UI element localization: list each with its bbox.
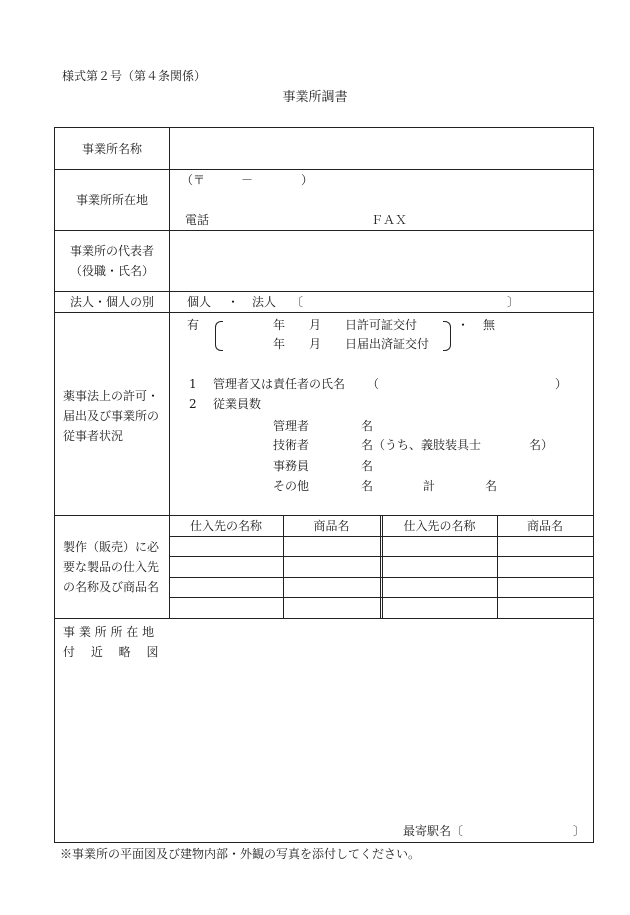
attachment-note: ※事業所の平面図及び建物内部・外観の写真を添付してください。 — [60, 847, 421, 861]
row-divider — [55, 515, 593, 516]
map-label-line2: 付 近 略 図 — [63, 645, 159, 659]
entity-individual: 個人 — [187, 295, 212, 309]
license-no: 無 — [483, 318, 496, 332]
entity-type-label: 法人・個人の別 — [69, 295, 154, 309]
supplier-row-divider — [169, 536, 593, 537]
row-divider — [55, 169, 593, 170]
staff-role-other: その他 — [273, 479, 310, 493]
supplier-col-header: 仕入先の名称 — [403, 519, 476, 533]
staff-role-technician: 技術者 — [273, 438, 310, 452]
form-number: 様式第２号（第４条関係） — [62, 69, 207, 83]
permit-issued-line: 年 月 日許可証交付 — [273, 318, 418, 332]
row-divider — [55, 291, 593, 292]
entity-bracket-close: 〕 — [507, 295, 520, 309]
staff-unit-manager: 名 — [361, 419, 374, 433]
row-divider — [55, 618, 593, 619]
suppliers-label-line3: の名称及び商品名 — [63, 580, 160, 594]
license-label-line2: 届出及び事業所の — [63, 409, 160, 423]
nearest-station-label: 最寄駅名〔 — [403, 824, 464, 838]
supplier-col-header: 仕入先の名称 — [189, 519, 262, 533]
staff-total-label: 計 — [423, 479, 436, 493]
product-col-header: 商品名 — [313, 519, 350, 533]
label-column-divider — [169, 128, 170, 618]
staff-unit-other: 名 — [361, 479, 374, 493]
nearest-station-close: 〕 — [573, 824, 586, 838]
entity-corporation: 法人 — [252, 295, 277, 309]
office-address-label: 事業所所在地 — [75, 193, 148, 207]
supplier-col-divider — [380, 515, 381, 618]
license-separator: ・ — [457, 318, 470, 332]
supplier-row-divider — [169, 577, 593, 578]
supplier-row-divider — [169, 597, 593, 598]
right-brace — [443, 321, 451, 351]
office-name-label: 事業所名称 — [81, 142, 142, 156]
supplier-row-divider — [169, 556, 593, 557]
row-divider — [55, 312, 593, 313]
entity-separator: ・ — [227, 295, 240, 309]
staff-count-label: 従業員数 — [213, 397, 262, 411]
suppliers-label-line2: 要な製品の仕入先 — [63, 560, 160, 574]
manager-name-close: ） — [555, 377, 568, 391]
license-label-line3: 従事者状況 — [63, 429, 124, 443]
item1-number: 1 — [189, 377, 197, 391]
staff-unit-clerk: 名 — [361, 459, 374, 473]
phone-label: 電話 — [185, 213, 210, 227]
staff-total-unit: 名 — [485, 479, 498, 493]
suppliers-label-line1: 製作（販売）に必 — [63, 540, 160, 554]
staff-role-clerk: 事務員 — [273, 459, 310, 473]
staff-unit-technician: 名（うち、義肢装具士 名） — [361, 438, 554, 452]
notice-issued-line: 年 月 日届出済証交付 — [273, 337, 430, 351]
map-label-line1: 事 業 所 所 在 地 — [63, 625, 155, 639]
representative-label-line1: 事業所の代表者 — [69, 244, 154, 258]
left-brace — [215, 321, 223, 351]
document-title: 事業所調書 — [282, 90, 348, 105]
staff-role-manager: 管理者 — [273, 419, 310, 433]
row-divider — [55, 230, 593, 231]
fax-label: ＦＡＸ — [371, 213, 408, 227]
survey-form-table — [54, 127, 594, 843]
item2-number: 2 — [189, 397, 197, 411]
entity-bracket-open: 〔 — [291, 295, 304, 309]
license-yes: 有 — [187, 318, 200, 332]
manager-name-label: 管理者又は責任者の氏名 — [213, 377, 346, 391]
representative-label-line2: （役職・氏名） — [69, 264, 154, 278]
postal-code-field: （〒 － ） — [181, 173, 314, 187]
manager-name-open: （ — [367, 377, 380, 391]
license-label-line1: 薬事法上の許可・ — [63, 389, 160, 403]
product-col-header: 商品名 — [526, 519, 563, 533]
